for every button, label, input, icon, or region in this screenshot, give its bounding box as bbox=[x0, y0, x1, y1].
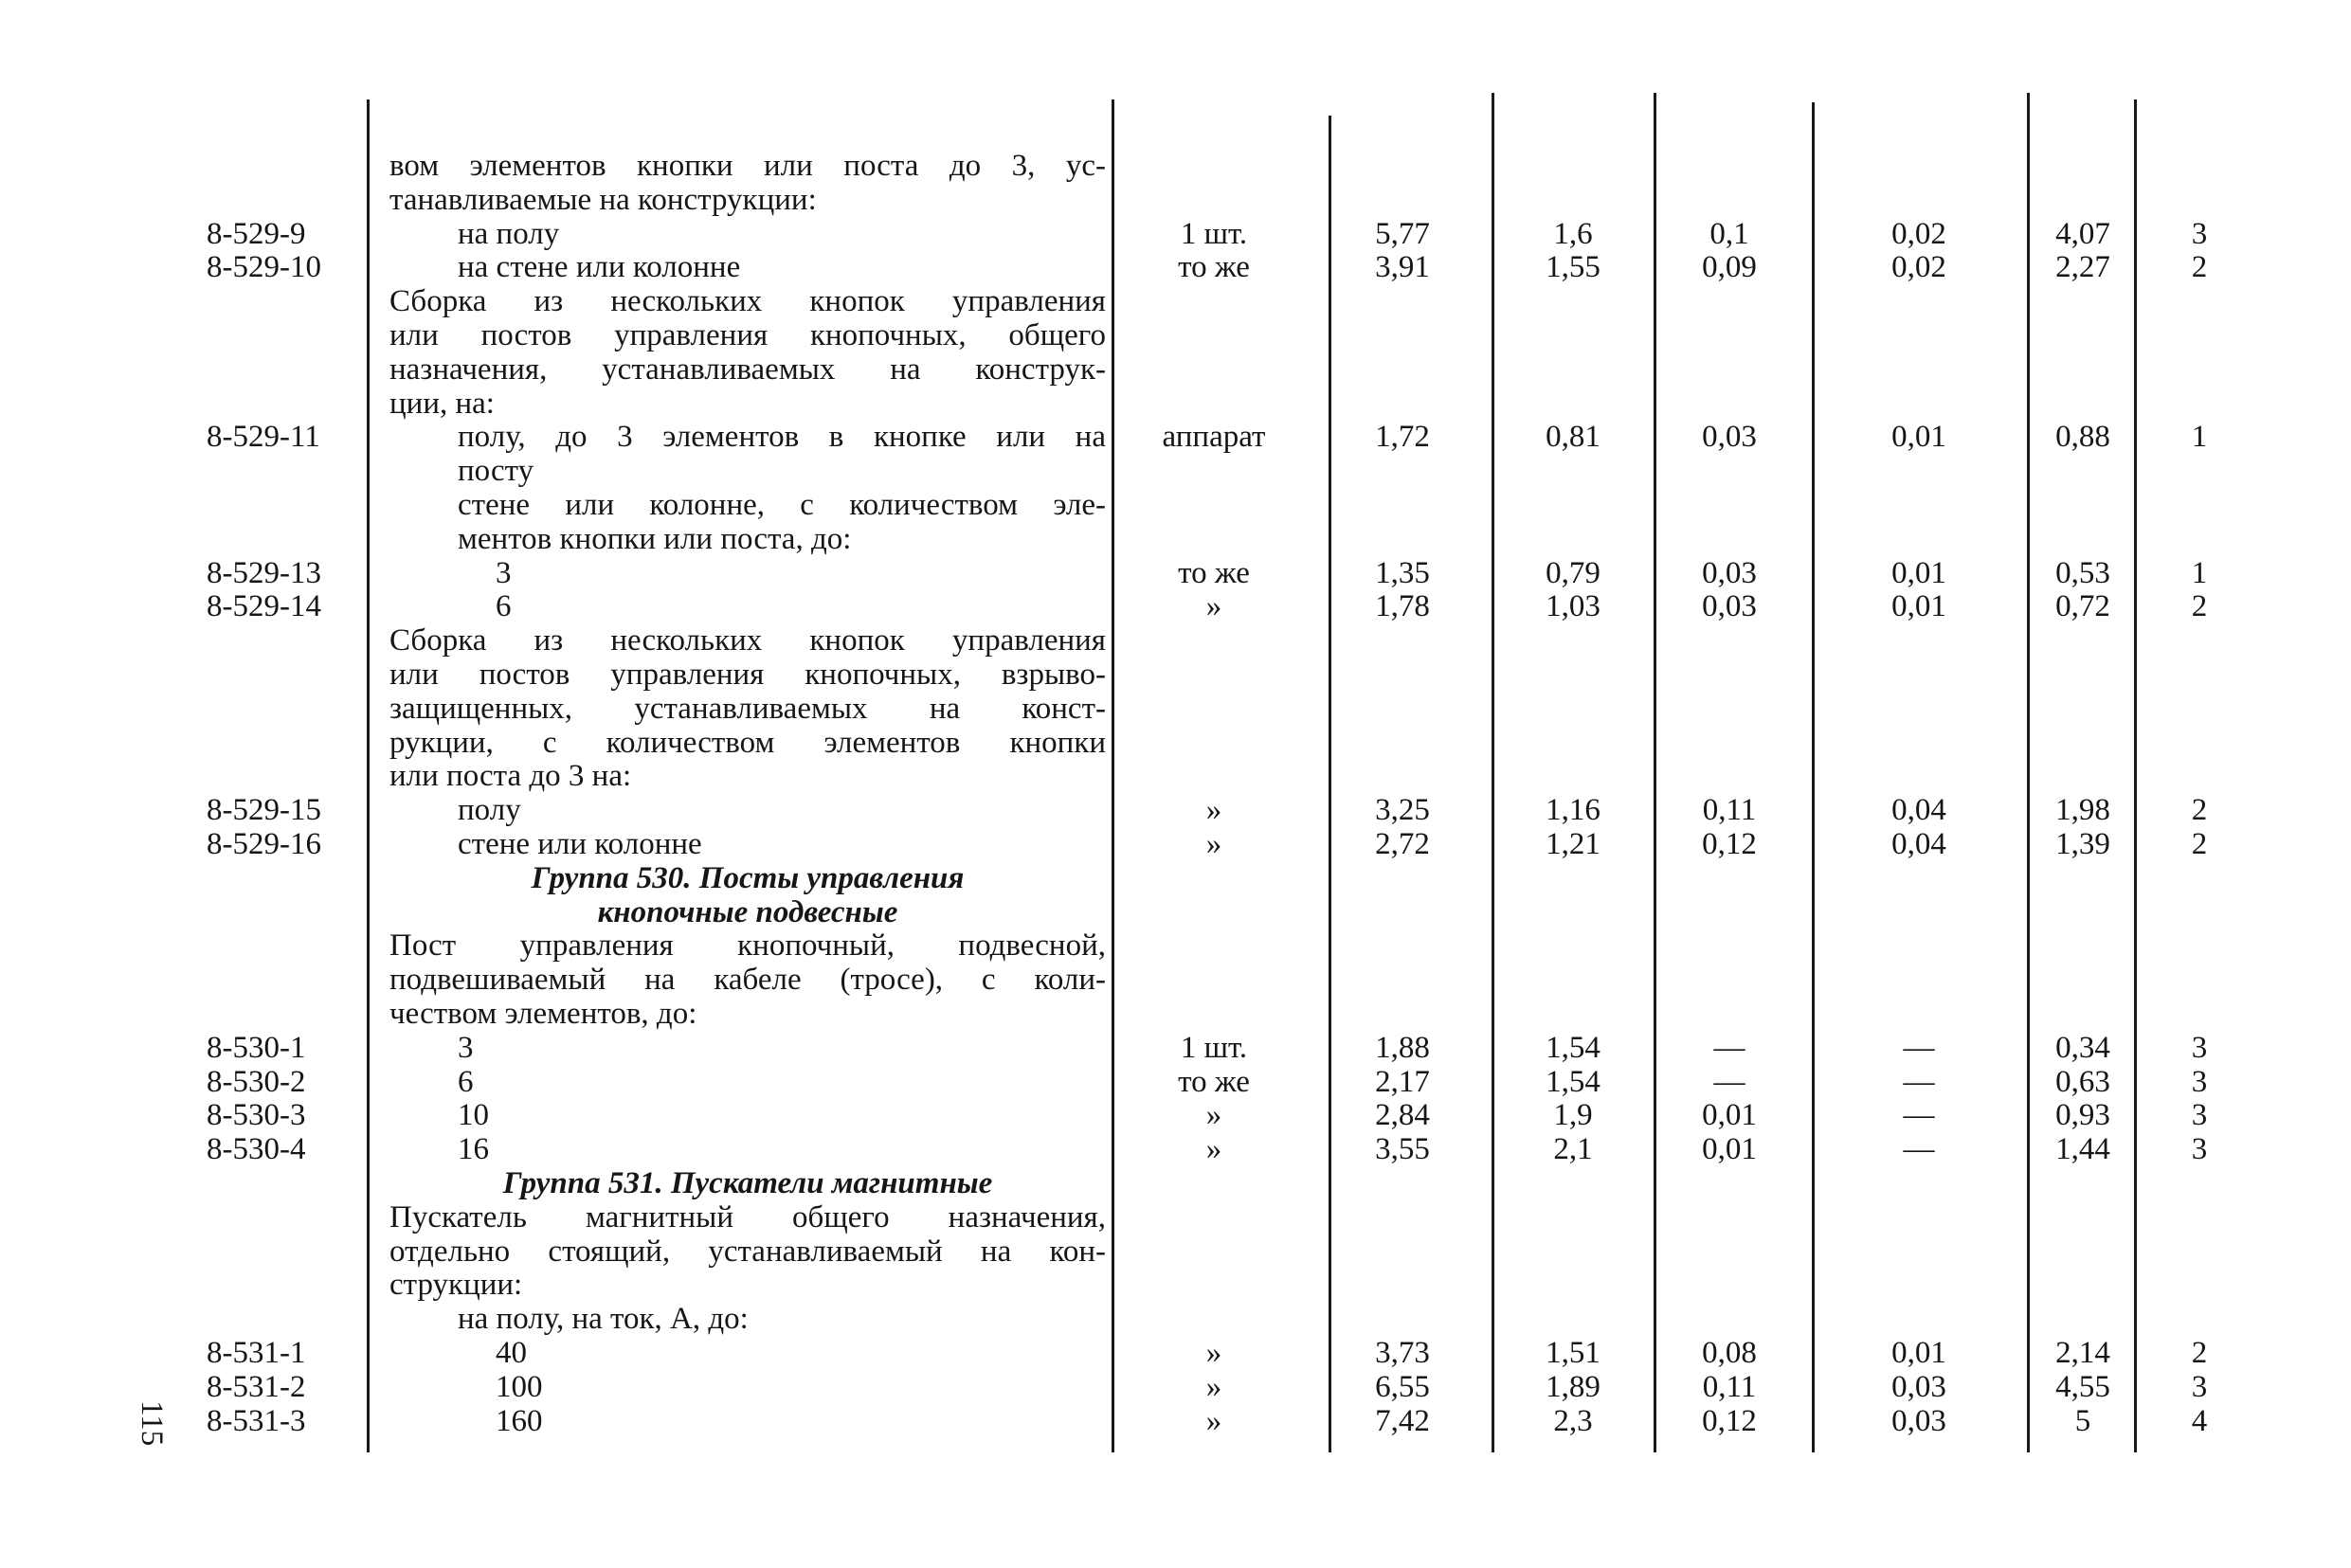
unit-of-measure: » bbox=[1205, 1369, 1222, 1404]
value-col-1: 7,42 bbox=[1375, 1403, 1430, 1438]
value-col-4: — bbox=[1903, 1030, 1935, 1065]
work-description: 6 bbox=[496, 589, 512, 624]
unit-of-measure: » bbox=[1205, 1098, 1222, 1133]
unit-of-measure: то же bbox=[1178, 1064, 1250, 1099]
work-description: 100 bbox=[496, 1369, 543, 1404]
value-col-2: 1,21 bbox=[1546, 827, 1600, 861]
table-row bbox=[0, 1065, 2351, 1099]
value-col-4: 0,03 bbox=[1891, 1369, 1946, 1404]
value-col-4: 0,04 bbox=[1891, 827, 1946, 861]
table-row bbox=[0, 454, 2351, 488]
value-col-2: 0,81 bbox=[1546, 420, 1600, 455]
value-col-2: 1,55 bbox=[1546, 250, 1600, 285]
table-row bbox=[0, 963, 2351, 997]
value-col-6: 1 bbox=[2191, 420, 2208, 455]
value-col-1: 5,77 bbox=[1375, 216, 1430, 251]
work-description: отдельно стоящий, устанавливаемый на кон- bbox=[389, 1234, 1106, 1269]
table-row bbox=[0, 1370, 2351, 1404]
work-description: Сборка из нескольких кнопок управления bbox=[389, 623, 1106, 658]
work-description: 40 bbox=[496, 1336, 527, 1370]
work-description: 3 bbox=[458, 1030, 474, 1065]
unit-of-measure: то же bbox=[1178, 250, 1250, 285]
work-description: подвешиваемый на кабеле (тросе), с коли- bbox=[389, 963, 1106, 998]
value-col-3: 0,03 bbox=[1702, 589, 1757, 624]
work-description: стене или колонне bbox=[458, 827, 702, 861]
table-row bbox=[0, 692, 2351, 726]
value-col-1: 1,35 bbox=[1375, 555, 1430, 590]
value-col-4: 0,04 bbox=[1891, 793, 1946, 828]
value-col-2: 1,54 bbox=[1546, 1030, 1600, 1065]
table-row bbox=[0, 1098, 2351, 1132]
work-description: или поста до 3 на: bbox=[389, 759, 632, 794]
value-col-4: 0,03 bbox=[1891, 1403, 1946, 1438]
value-col-4: 0,01 bbox=[1891, 555, 1946, 590]
table-row bbox=[0, 318, 2351, 352]
value-col-6: 2 bbox=[2191, 1336, 2208, 1370]
value-col-6: 3 bbox=[2191, 1132, 2208, 1167]
norm-code: 8-531-3 bbox=[207, 1403, 306, 1438]
unit-of-measure: то же bbox=[1178, 555, 1250, 590]
value-col-6: 3 bbox=[2191, 1030, 2208, 1065]
table-row bbox=[0, 250, 2351, 284]
value-col-3: — bbox=[1713, 1064, 1745, 1099]
value-col-3: 0,01 bbox=[1702, 1132, 1757, 1167]
value-col-2: 2,3 bbox=[1553, 1403, 1593, 1438]
work-description: вом элементов кнопки или поста до 3, ус- bbox=[389, 149, 1106, 183]
table-row bbox=[0, 1404, 2351, 1438]
value-col-2: 1,03 bbox=[1546, 589, 1600, 624]
table-row bbox=[0, 1302, 2351, 1336]
table-row bbox=[0, 1268, 2351, 1302]
work-description: полу bbox=[458, 793, 521, 828]
table-row bbox=[0, 217, 2351, 251]
work-description: Сборка из нескольких кнопок управления bbox=[389, 284, 1106, 319]
value-col-3: 0,11 bbox=[1702, 793, 1757, 828]
value-col-3: 0,03 bbox=[1702, 420, 1757, 455]
value-col-4: — bbox=[1903, 1064, 1935, 1099]
value-col-2: 0,79 bbox=[1546, 555, 1600, 590]
value-col-3: 0,12 bbox=[1702, 827, 1757, 861]
unit-of-measure: 1 шт. bbox=[1180, 216, 1248, 251]
work-description: или постов управления кнопочных, общего bbox=[389, 318, 1106, 352]
work-description: 160 bbox=[496, 1403, 543, 1438]
value-col-5: 0,63 bbox=[2055, 1064, 2110, 1099]
value-col-3: 0,11 bbox=[1702, 1369, 1757, 1404]
value-col-2: 1,89 bbox=[1546, 1369, 1600, 1404]
value-col-2: 1,54 bbox=[1546, 1064, 1600, 1099]
table-row bbox=[0, 589, 2351, 623]
work-description: на стене или колонне bbox=[458, 250, 741, 285]
value-col-6: 2 bbox=[2191, 250, 2208, 285]
norm-code: 8-529-9 bbox=[207, 216, 306, 251]
group-heading: Группа 531. Пускатели магнитные bbox=[502, 1166, 993, 1200]
norm-code: 8-531-2 bbox=[207, 1369, 306, 1404]
table-row bbox=[0, 1031, 2351, 1065]
work-description: или постов управления кнопочных, взрыво- bbox=[389, 658, 1106, 692]
value-col-2: 1,9 bbox=[1553, 1098, 1593, 1133]
norm-code: 8-529-13 bbox=[207, 555, 321, 590]
table-row bbox=[0, 658, 2351, 692]
work-description: защищенных, устанавливаемых на конст- bbox=[389, 691, 1106, 726]
table-row bbox=[0, 149, 2351, 183]
table-row bbox=[0, 352, 2351, 387]
unit-of-measure: 1 шт. bbox=[1180, 1030, 1248, 1065]
value-col-1: 3,25 bbox=[1375, 793, 1430, 828]
value-col-6: 3 bbox=[2191, 1369, 2208, 1404]
value-col-5: 2,27 bbox=[2055, 250, 2110, 285]
value-col-4: — bbox=[1903, 1098, 1935, 1133]
table-row bbox=[0, 1336, 2351, 1370]
work-description: танавливаемые на конструкции: bbox=[389, 182, 817, 217]
table-row bbox=[0, 488, 2351, 522]
value-col-6: 2 bbox=[2191, 589, 2208, 624]
value-col-2: 2,1 bbox=[1553, 1132, 1593, 1167]
value-col-4: — bbox=[1903, 1132, 1935, 1167]
work-description: 6 bbox=[458, 1064, 474, 1099]
work-description: посту bbox=[458, 454, 534, 489]
value-col-1: 3,55 bbox=[1375, 1132, 1430, 1167]
table-row bbox=[0, 997, 2351, 1031]
table-row bbox=[0, 284, 2351, 318]
value-col-4: 0,01 bbox=[1891, 1336, 1946, 1370]
value-col-4: 0,02 bbox=[1891, 216, 1946, 251]
table-row bbox=[0, 726, 2351, 760]
value-col-6: 3 bbox=[2191, 1098, 2208, 1133]
norm-code: 8-531-1 bbox=[207, 1336, 306, 1370]
value-col-6: 2 bbox=[2191, 793, 2208, 828]
value-col-5: 1,39 bbox=[2055, 827, 2110, 861]
work-description: на полу bbox=[458, 216, 560, 251]
unit-of-measure: » bbox=[1205, 1403, 1222, 1438]
unit-of-measure: » bbox=[1205, 1336, 1222, 1370]
value-col-3: — bbox=[1713, 1030, 1745, 1065]
table-row bbox=[0, 928, 2351, 963]
norm-code: 8-530-1 bbox=[207, 1030, 306, 1065]
table-row bbox=[0, 623, 2351, 658]
value-col-5: 0,88 bbox=[2055, 420, 2110, 455]
value-col-5: 4,55 bbox=[2055, 1369, 2110, 1404]
work-description: 10 bbox=[458, 1098, 489, 1133]
norm-code: 8-529-16 bbox=[207, 827, 321, 861]
norm-code: 8-529-15 bbox=[207, 793, 321, 828]
value-col-1: 3,73 bbox=[1375, 1336, 1430, 1370]
group-heading-row bbox=[0, 861, 2351, 895]
value-col-5: 2,14 bbox=[2055, 1336, 2110, 1370]
work-description: чеством элементов, до: bbox=[389, 997, 697, 1031]
table-row bbox=[0, 556, 2351, 590]
value-col-6: 3 bbox=[2191, 216, 2208, 251]
value-col-3: 0,12 bbox=[1702, 1403, 1757, 1438]
value-col-1: 6,55 bbox=[1375, 1369, 1430, 1404]
norm-code: 8-530-2 bbox=[207, 1064, 306, 1099]
table-row bbox=[0, 827, 2351, 861]
value-col-5: 1,98 bbox=[2055, 793, 2110, 828]
value-col-2: 1,16 bbox=[1546, 793, 1600, 828]
group-heading: кнопочные подвесные bbox=[597, 894, 898, 929]
table-row bbox=[0, 420, 2351, 454]
work-description: рукции, с количеством элементов кнопки bbox=[389, 725, 1106, 760]
value-col-1: 1,78 bbox=[1375, 589, 1430, 624]
table-row bbox=[0, 1235, 2351, 1269]
work-description: назначения, устанавливаемых на конструк- bbox=[389, 351, 1106, 387]
table-row bbox=[0, 387, 2351, 421]
table-row bbox=[0, 1200, 2351, 1235]
value-col-5: 0,34 bbox=[2055, 1030, 2110, 1065]
group-heading-row bbox=[0, 1166, 2351, 1200]
value-col-3: 0,03 bbox=[1702, 555, 1757, 590]
work-description: 16 bbox=[458, 1132, 489, 1167]
value-col-4: 0,01 bbox=[1891, 420, 1946, 455]
work-description: 3 bbox=[496, 555, 512, 590]
value-col-1: 1,72 bbox=[1375, 420, 1430, 455]
value-col-1: 3,91 bbox=[1375, 250, 1430, 285]
unit-of-measure: » bbox=[1205, 1132, 1222, 1167]
table-row bbox=[0, 183, 2351, 217]
work-description: стене или колонне, с количеством эле- bbox=[458, 488, 1106, 522]
value-col-5: 1,44 bbox=[2055, 1132, 2110, 1167]
work-description: Пост управления кнопочный, подвесной, bbox=[389, 928, 1106, 964]
value-col-2: 1,51 bbox=[1546, 1336, 1600, 1370]
work-description: ментов кнопки или поста, до: bbox=[458, 521, 852, 556]
value-col-3: 0,09 bbox=[1702, 250, 1757, 285]
value-col-4: 0,01 bbox=[1891, 589, 1946, 624]
unit-of-measure: » bbox=[1205, 827, 1222, 861]
unit-of-measure: » bbox=[1205, 793, 1222, 828]
table-row bbox=[0, 1132, 2351, 1166]
group-heading: Группа 530. Посты управления bbox=[531, 860, 965, 895]
value-col-1: 2,84 bbox=[1375, 1098, 1430, 1133]
work-description: струкции: bbox=[389, 1268, 523, 1303]
value-col-1: 2,17 bbox=[1375, 1064, 1430, 1099]
value-col-6: 3 bbox=[2191, 1064, 2208, 1099]
table-row bbox=[0, 522, 2351, 556]
norm-code: 8-529-11 bbox=[207, 420, 320, 455]
value-col-5: 0,53 bbox=[2055, 555, 2110, 590]
work-description: Пускатель магнитный общего назначения, bbox=[389, 1199, 1106, 1235]
norm-code: 8-529-14 bbox=[207, 589, 321, 624]
value-col-5: 0,93 bbox=[2055, 1098, 2110, 1133]
value-col-1: 1,88 bbox=[1375, 1030, 1430, 1065]
unit-of-measure: » bbox=[1205, 589, 1222, 624]
value-col-3: 0,1 bbox=[1709, 216, 1749, 251]
table-row bbox=[0, 793, 2351, 827]
value-col-2: 1,6 bbox=[1553, 216, 1593, 251]
unit-of-measure: аппарат bbox=[1162, 420, 1266, 455]
value-col-5: 5 bbox=[2074, 1403, 2091, 1438]
value-col-6: 4 bbox=[2191, 1403, 2208, 1438]
value-col-3: 0,01 bbox=[1702, 1098, 1757, 1133]
value-col-5: 4,07 bbox=[2055, 216, 2110, 251]
value-col-6: 2 bbox=[2191, 827, 2208, 861]
work-description: на полу, на ток, А, до: bbox=[458, 1302, 749, 1337]
value-col-5: 0,72 bbox=[2055, 589, 2110, 624]
value-col-1: 2,72 bbox=[1375, 827, 1430, 861]
work-description: полу, до 3 элементов в кнопке или на bbox=[458, 420, 1106, 455]
page-number: 115 bbox=[135, 1400, 169, 1447]
norm-code: 8-530-4 bbox=[207, 1132, 306, 1167]
group-heading-row bbox=[0, 895, 2351, 929]
norm-code: 8-530-3 bbox=[207, 1098, 306, 1133]
value-col-4: 0,02 bbox=[1891, 250, 1946, 285]
norm-code: 8-529-10 bbox=[207, 250, 321, 285]
work-description: ции, на: bbox=[389, 386, 495, 421]
table-row bbox=[0, 759, 2351, 793]
value-col-6: 1 bbox=[2191, 555, 2208, 590]
value-col-3: 0,08 bbox=[1702, 1336, 1757, 1370]
